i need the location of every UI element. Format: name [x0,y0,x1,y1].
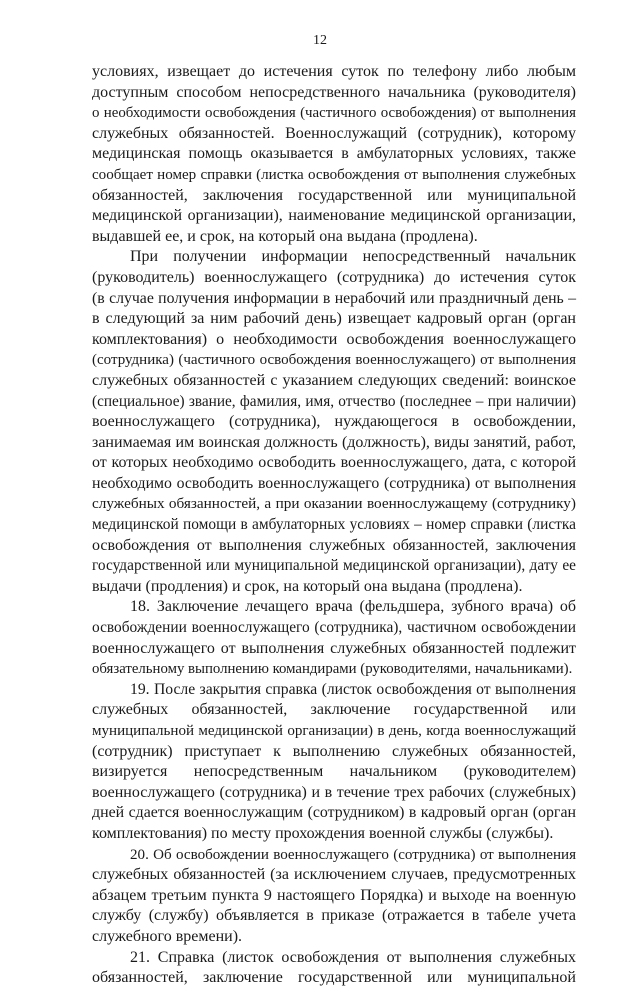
text-line: о необходимости освобождения (частичного освобождения) от выполнения [92,105,576,122]
document-body [92,62,576,989]
text-line: государственной или муниципальной медицинской организации), дату ее [92,557,576,575]
text-line: медицинская помощь оказывается в амбулаторных условиях, также [92,145,576,163]
text-line: (специальное) звание, фамилия, имя, отчество (последнее – при наличии) [92,392,576,410]
text-line: выдачи (продления) и срок, на который она выдана (продлена). [92,577,523,595]
text-line: (сотрудник) приступает к выполнению служебных обязанностей, [92,742,576,760]
text-line: 21. Справка (листок освобождения от выполнения служебных [130,948,576,966]
text-line: службу (службу) объявляется в приказе (отражается в табеле учета [92,907,576,925]
text-line: служебных обязанностей (за исключением случаев, предусмотренных [92,866,576,884]
text-line: комплектования) о необходимости освобождения военнослужащего [92,330,576,348]
text-line: военнослужащего (сотрудника) и в течение трех рабочих (служебных) [92,783,576,801]
text-line: муниципальной медицинской организации) в день, когда военнослужащий [92,723,576,739]
text-line: служебных обязанностей. Военнослужащий (сотрудник), которому [92,124,576,142]
text-line: абзацем третьим пункта 9 настоящего Порядка) и выходе на военную [92,886,576,904]
text-line: служебных обязанностей с указанием следующих сведений: воинское [92,371,576,389]
text-line: военнослужащего от выполнения служебных обязанностей подлежит [92,639,576,657]
text-line: (в случае получения информации в нерабочий или праздничный день – [92,289,576,307]
text-line: от которых необходимо освободить военнослужащего, дата, с которой [92,454,576,472]
text-line: выдавшей ее, и срок, на который она выдана (продлена). [92,227,478,245]
text-line: в следующий за ним рабочий день) извещает кадровый орган (орган [92,310,576,328]
text-line: 20. Об освобождении военнослужащего (сотрудника) от выполнения [130,846,576,863]
text-line: освобождении военнослужащего (сотрудника), частичном освобождении [92,619,576,637]
text-line: комплектования) по месту прохождения военной службы (службы). [92,824,554,842]
text-line: визируется непосредственным начальником (руководителем) [92,763,576,781]
text-line: служебных обязанностей, заключение государственной или [92,701,576,719]
text-line: При получении информации непосредственный начальник [130,248,576,266]
text-line: сообщает номер справки (листка освобождения от выполнения служебных [92,166,576,183]
text-line: дней сдается военнослужащим (сотрудником) в кадровый орган (орган [92,804,576,822]
text-line: условиях, извещает до истечения суток по телефону либо любым [92,63,576,80]
text-line: занимаемая им воинская должность (должность), виды занятий, работ, [92,433,576,451]
text-line: медицинской организации), наименование медицинской организации, [92,207,576,225]
text-line: 18. Заключение лечащего врача (фельдшера, зубного врача) об [130,598,576,616]
text-line: медицинской помощи в амбулаторных условиях – номер справки (листка [92,516,576,534]
text-line: 19. После закрытия справка (листок освобождения от выполнения [130,680,576,698]
text-line: обязанностей, заключения государственной или муниципальной [92,186,576,204]
text-line: (руководитель) военнослужащего (сотрудника) до истечения суток [92,268,576,286]
text-line: обязательному выполнению командирами (руководителями, начальниками). [92,661,573,678]
text-line: служебного времени). [92,927,243,945]
page-number: 12 [313,33,327,48]
text-line: служебных обязанностей, а при оказании военнослужащему (сотруднику) [92,495,576,513]
text-line: доступным способом непосредственного начальника (руководителя) [92,83,576,101]
text-line: военнослужащего (сотрудника), нуждающегося в освобождении, [92,413,576,431]
text-line: обязанностей, заключение государственной или муниципальной [92,969,576,987]
text-line: (сотрудника) (частичного освобождения военнослужащего) от выполнения [92,352,576,369]
text-line: освобождения от выполнения служебных обязанностей, заключения [92,536,576,554]
text-line: необходимо освободить военнослужащего (сотрудника) от выполнения [92,474,576,492]
